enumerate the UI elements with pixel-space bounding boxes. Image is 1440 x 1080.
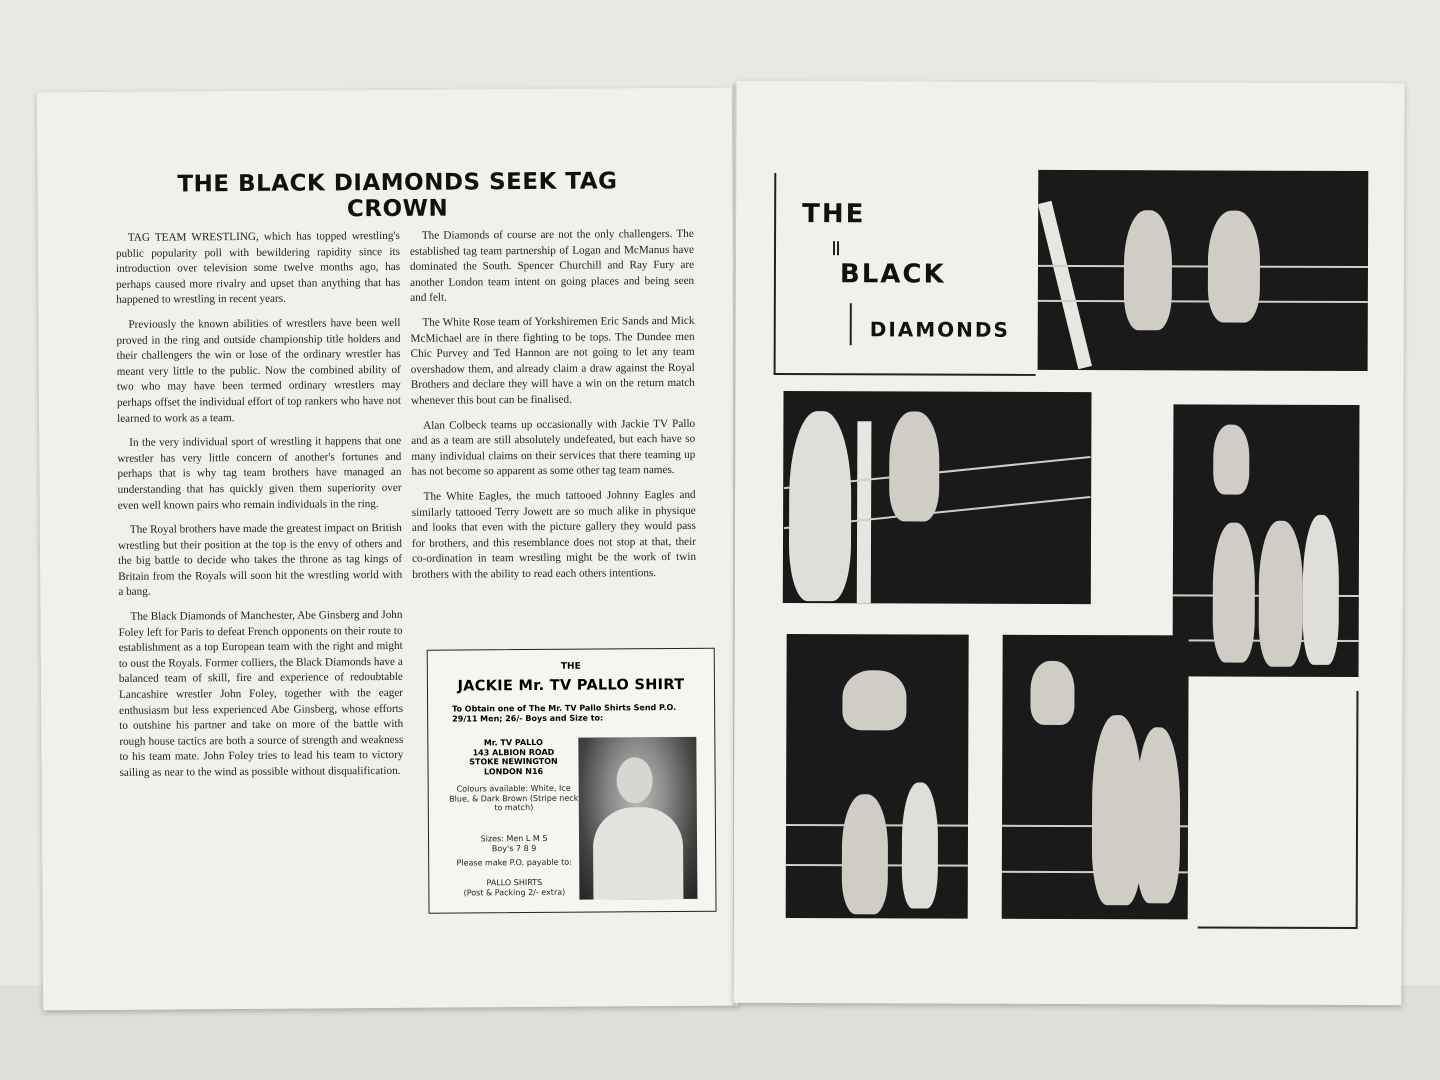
shirt-advertisement xyxy=(427,648,717,914)
jackie-pallo-photo xyxy=(578,737,697,900)
right-page xyxy=(733,81,1404,1005)
wrestling-photo-4 xyxy=(786,634,969,919)
wrestler-figure xyxy=(1208,210,1260,322)
ad-postage: (Post & Packing 2/- extra) xyxy=(463,887,566,898)
title-diamonds: DIAMONDS xyxy=(869,317,1010,342)
paragraph: Previously the known abilities of wrestlers have been well proved in the ring and outside championship title holders and their challengers the win or lose of the ordinary wrestler has meant very little to the public. Now the combined ability of two who may have been termed ordinary wrestlers may perhaps offset the individual effort of top rankers who have not learned to work as a team. xyxy=(116,316,402,425)
address-line: Mr. TV PALLO xyxy=(483,737,543,748)
paragraph: TAG TEAM WRESTLING, which has topped wrestling's public popularity poll with bewildering rapidity since its introduction over television some twelve months ago, has perhaps caused more rivalry and upset than anything that has happened to wrestling in recent years. xyxy=(115,229,401,307)
referee-figure xyxy=(789,411,852,601)
ring-post xyxy=(1038,201,1092,369)
ad-sizes-men: Sizes: Men L M S xyxy=(480,833,548,844)
paragraph: Alan Colbeck teams up occasionally with Jackie TV Pallo and as a team are still absolutely undefeated, but each have so many individual claims on their services that there teaming up has not become so apparent as some other tag team names. xyxy=(411,417,696,479)
wrestling-photo-2 xyxy=(783,391,1092,604)
referee-figure xyxy=(902,782,938,908)
ring-rope xyxy=(1038,300,1368,303)
address-line: LONDON N16 xyxy=(483,766,544,776)
ring-rope xyxy=(1038,265,1368,268)
ad-the: THE xyxy=(560,661,581,672)
ad-payee: PALLO SHIRTS xyxy=(486,877,543,888)
ring-post xyxy=(857,421,872,603)
paragraph: The Black Diamonds of Manchester, Abe Ginsberg and John Foley left for Paris to defeat French opponents on their route to establishment as a top European team with the right and might to oust the Royals. Former colliers, the Black Diamonds have a balanced team of skill, fire and experience of redoubtable Lancashire wrestler John Foley, together with the eager enthusiasm but less experienced Abe Ginsberg, whose efforts to outshine his partner and take on more of the battle with rough house tactics are both a source of strength and weakness to his team mate. John Foley tries to lead his team to victory sailing as near to the wind as possible without disqualification. xyxy=(118,608,404,779)
referee-figure xyxy=(1303,515,1340,665)
wrestler-figure xyxy=(1136,727,1181,903)
wrestler-figure xyxy=(1092,715,1143,905)
left-page xyxy=(37,88,738,1011)
article-column-1 xyxy=(116,229,404,791)
paragraph: The Diamonds of course are not the only challengers. The established tag team partnership of Logan and McManus have dominated the South. Spencer Churchill and Ray Fury are another London team intent on going places and being seen and felt. xyxy=(409,227,695,305)
paragraph: The White Rose team of Yorkshiremen Eric Sands and Mick McMichael are in there fighting to be tops. The Dundee men Chic Purvey and Ted Hannon are not going to let any team overshadow them, and already claim a draw against the Royal Brothers and declare they will have a win on the return match whenever this bout can be finalised. xyxy=(410,314,695,407)
article-column-2 xyxy=(410,227,697,592)
title-black: BLACK xyxy=(839,259,946,290)
frame-line xyxy=(1198,926,1358,929)
paragraph: The White Eagles, the much tattooed Johnny Eagles and similarly tattooed Terry Jowett are so much alike in physique and looks that even with the picture gallery they would pass for brothers, and this resemblance does not stop at that, their co-ordination in team wrestling might be the work of twin brothers with the ability to read each others intentions. xyxy=(411,488,697,581)
address-line: STOKE NEWINGTON xyxy=(469,756,558,767)
wrestling-photo-3 xyxy=(1173,404,1360,677)
wrestler-figure xyxy=(1213,425,1249,495)
title-ornament xyxy=(833,241,835,255)
wrestler-figure xyxy=(889,411,939,521)
paragraph: In the very individual sport of wrestling it happens that one wrestler has very little concern of another's fortunes and perhaps that is why tag team brothers have managed an understanding that has quickly given them superiority over even well known pairs who remain individuals in the ring. xyxy=(117,435,402,512)
wrestler-figure xyxy=(842,794,888,914)
title-the: THE xyxy=(802,199,866,230)
shirt-shape xyxy=(593,807,684,900)
wrestling-photo-1 xyxy=(1038,170,1369,371)
article-headline: THE BLACK DIAMONDS SEEK TAG CROWN xyxy=(177,168,618,223)
title-ornament xyxy=(850,303,852,345)
ad-instructions: To Obtain one of The Mr. TV Pallo Shirts Send P.O. 29/11 Men; 26/- Boys and Size to: xyxy=(452,702,677,724)
paragraph: The Royal brothers have made the greatest impact on British wrestling but their position at the top is the envy of others and the big battle to decide who takes the throne as tag kings of Britain from the Royals will soon hit the wrestling world with a bang. xyxy=(117,521,403,599)
ad-address xyxy=(448,738,578,777)
wrestler-figure xyxy=(842,670,906,730)
address-line: 143 ALBION ROAD xyxy=(472,747,555,757)
wrestler-figure xyxy=(1259,521,1304,667)
wrestler-figure xyxy=(1124,210,1172,330)
title-ornament xyxy=(837,241,839,255)
ad-title: JACKIE Mr. TV PALLO SHIRT xyxy=(457,676,685,695)
frame-line xyxy=(1356,691,1359,927)
wrestler-figure xyxy=(1213,523,1255,663)
ad-payable: Please make P.O. payable to: xyxy=(456,857,572,868)
wrestling-photo-5 xyxy=(1002,635,1189,920)
ad-colours: Colours available: White, Ice Blue, & Dark Brown (Stripe neck to match) xyxy=(449,783,579,813)
wrestler-figure xyxy=(1030,661,1074,725)
face-shape xyxy=(616,757,652,803)
ad-sizes-boys: Boy's 7 8 9 xyxy=(491,843,537,854)
